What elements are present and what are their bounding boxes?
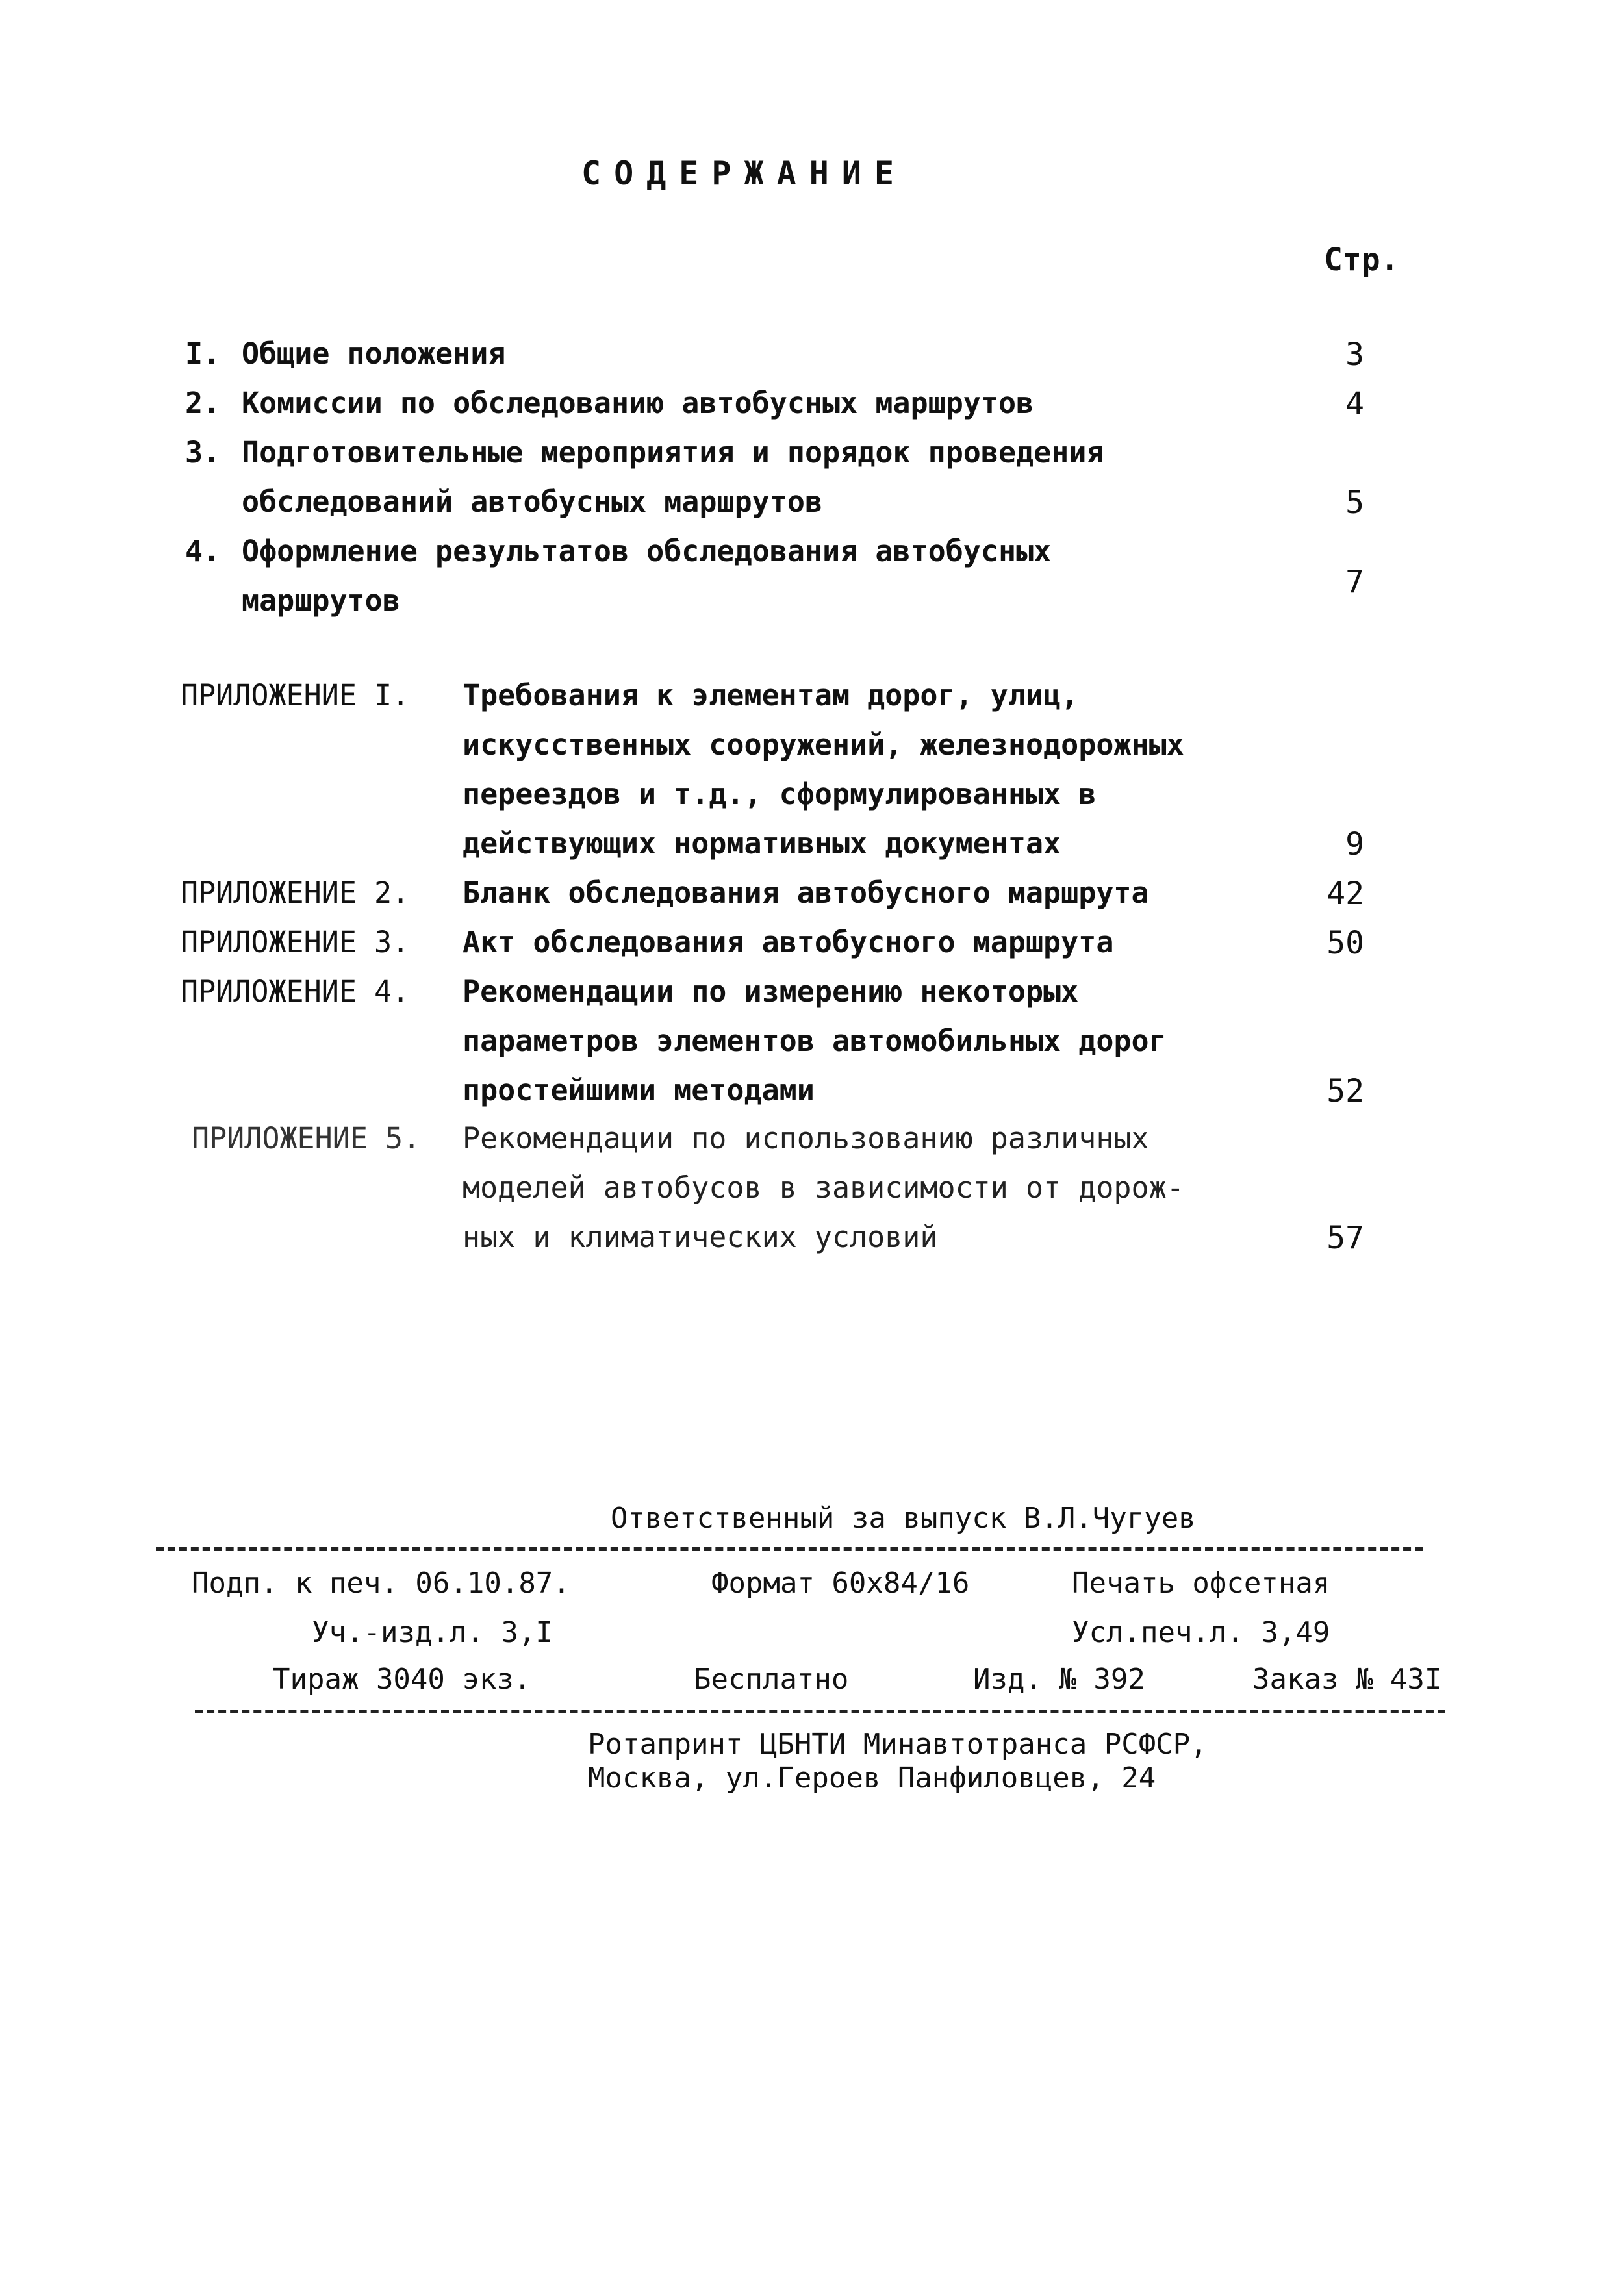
section-title: Общие положения: [242, 336, 506, 371]
appendix-label: ПРИЛОЖЕНИЕ 3.: [181, 925, 410, 959]
printing-method: Печать офсетная: [1072, 1567, 1330, 1600]
appendix-title-cont: искусственных сооружений, железнодорожных: [463, 727, 1184, 762]
printer-address: Москва, ул.Героев Панфиловцев, 24: [588, 1761, 1156, 1795]
responsible-person: Ответственный за выпуск В.Л.Чугуев: [611, 1502, 1196, 1535]
appendix-page: 42: [1326, 876, 1364, 912]
publication-number: Изд. № 392: [973, 1663, 1145, 1696]
printer-name: Ротапринт ЦБНТИ Минавтотранса РСФСР,: [588, 1728, 1208, 1761]
signed-for-print: Подп. к печ. 06.10.87.: [192, 1567, 570, 1600]
section-title: Оформление результатов обследования автобусных: [242, 534, 1052, 568]
circulation: Тираж 3040 экз.: [273, 1663, 531, 1696]
appendix-title: Бланк обследования автобусного маршрута: [463, 876, 1149, 910]
section-page: 7: [1345, 564, 1364, 600]
appendix-title-cont: переездов и т.д., сформулированных в: [463, 777, 1097, 811]
appendix-label: ПРИЛОЖЕНИЕ 2.: [181, 876, 410, 910]
appendix-title-cont: простейшими методами: [463, 1073, 815, 1107]
appendix-title: Требования к элементам дорог, улиц,: [463, 678, 1079, 713]
paper-format: Формат 60х84/16: [711, 1567, 970, 1600]
appendix-page: 50: [1326, 925, 1364, 961]
page-column-header: Стр.: [1324, 242, 1399, 278]
appendix-title-cont: моделей автобусов в зависимости от дорож-: [463, 1170, 1184, 1205]
section-page: 3: [1345, 336, 1364, 373]
section-number: 2.: [185, 386, 221, 420]
appendix-title: Акт обследования автобусного маршрута: [463, 925, 1114, 959]
appendix-title: Рекомендации по использованию различных: [463, 1121, 1149, 1155]
appendix-label: ПРИЛОЖЕНИЕ I.: [181, 678, 410, 713]
appendix-title-cont: ных и климатических условий: [463, 1220, 938, 1254]
appendix-title-cont: параметров элементов автомобильных дорог: [463, 1024, 1167, 1058]
appendix-label: ПРИЛОЖЕНИЕ 4.: [181, 974, 410, 1009]
appendix-title: Рекомендации по измерению некоторых: [463, 974, 1079, 1009]
section-title-cont: маршрутов: [242, 583, 400, 618]
order-number: Заказ № 43I: [1252, 1663, 1442, 1696]
section-number: 3.: [185, 435, 221, 470]
section-number: 4.: [185, 534, 221, 568]
section-title: Комиссии по обследованию автобусных маршрутов: [242, 386, 1034, 420]
appendix-page: 9: [1345, 826, 1364, 863]
section-title-cont: обследований автобусных маршрутов: [242, 485, 823, 519]
appendix-title-cont: действующих нормативных документах: [463, 826, 1061, 861]
page-title: СОДЕРЖАНИЕ: [581, 155, 907, 192]
appendix-label: ПРИЛОЖЕНИЕ 5.: [192, 1121, 421, 1155]
print-sheets: Усл.печ.л. 3,49: [1072, 1616, 1330, 1649]
section-page: 4: [1345, 386, 1364, 422]
appendix-page: 52: [1326, 1073, 1364, 1109]
edition-sheets: Уч.-изд.л. 3,I: [312, 1616, 553, 1649]
section-number: I.: [185, 336, 221, 371]
dashed-divider: [156, 1547, 1423, 1551]
price: Бесплатно: [694, 1663, 849, 1696]
dashed-divider: [195, 1710, 1445, 1713]
section-page: 5: [1345, 485, 1364, 521]
appendix-page: 57: [1326, 1220, 1364, 1256]
section-title: Подготовительные мероприятия и порядок проведения: [242, 435, 1104, 470]
